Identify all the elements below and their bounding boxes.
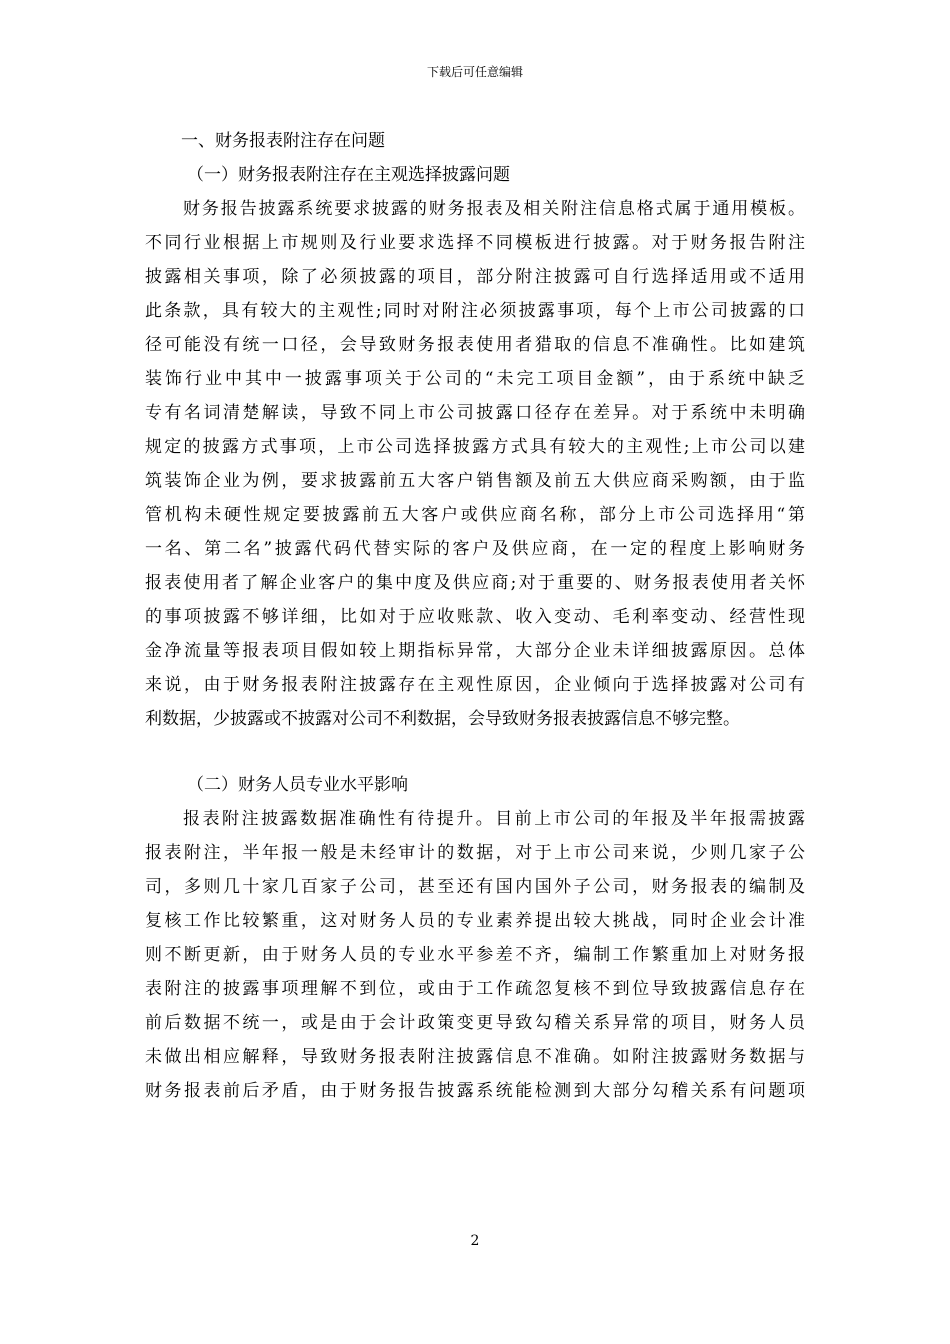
paragraph-line: 前后数据不统一，或是由于会计政策变更导致勾稽关系异常的项目，财务人员 [145, 1013, 805, 1033]
paragraph-line: 来说，由于财务报表附注披露存在主观性原因，企业倾向于选择披露对公司有 [145, 675, 805, 695]
paragraph-line: 未做出相应解释，导致财务报表附注披露信息不准确。如附注披露财务数据与 [145, 1047, 805, 1067]
paragraph-line: 装饰行业中其中一披露事项关于公司的“未完工项目金额”，由于系统中缺乏 [145, 369, 805, 389]
paragraph-line: 报表使用者了解企业客户的集中度及供应商;对于重要的、财务报表使用者关怀 [145, 573, 805, 593]
paragraph-line: 专有名词清楚解读，导致不同上市公司披露口径存在差异。对于系统中未明确 [145, 403, 805, 423]
paragraph-line: 规定的披露方式事项，上市公司选择披露方式具有较大的主观性;上市公司以建 [145, 437, 805, 457]
subsection-1-paragraph [145, 192, 805, 736]
paragraph-line: 司，多则几十家几百家子公司，甚至还有国内国外子公司，财务报表的编制及 [145, 877, 805, 897]
paragraph-line: 一名、第二名”披露代码代替实际的客户及供应商，在一定的程度上影响财务 [145, 539, 805, 559]
paragraph-line: 复核工作比较繁重，这对财务人员的专业素养提出较大挑战，同时企业会计准 [145, 911, 805, 931]
paragraph-line: 表附注的披露事项理解不到位，或由于工作疏忽复核不到位导致披露信息存在 [145, 979, 805, 999]
paragraph-line: 财务报告披露系统要求披露的财务报表及相关附注信息格式属于通用模板。 [183, 199, 805, 219]
paragraph-line: 报表附注，半年报一般是未经审计的数据，对于上市公司来说，少则几家子公 [145, 843, 805, 863]
section-heading: 一、财务报表附注存在问题 [181, 131, 385, 151]
paragraph-line: 的事项披露不够详细，比如对于应收账款、收入变动、毛利率变动、经营性现 [145, 607, 805, 627]
page-header: 下载后可任意编辑 [426, 65, 523, 79]
subsection-2-paragraph [145, 802, 805, 1108]
paragraph-line: 管机构未硬性规定要披露前五大客户或供应商名称，部分上市公司选择用“第 [145, 505, 805, 525]
paragraph-line: 此条款，具有较大的主观性;同时对附注必须披露事项，每个上市公司披露的口 [145, 301, 805, 321]
paragraph-line: 筑装饰企业为例，要求披露前五大客户销售额及前五大供应商采购额，由于监 [145, 471, 805, 491]
subsection-1-title: （一）财务报表附注存在主观选择披露问题 [187, 165, 510, 185]
paragraph-spacer [145, 736, 805, 768]
paragraph-line: 金净流量等报表项目假如较上期指标异常，大部分企业未详细披露原因。总体 [145, 641, 805, 661]
subsection-2-title: （二）财务人员专业水平影响 [187, 775, 408, 795]
document-body [145, 124, 805, 1108]
paragraph-line: 财务报表前后矛盾，由于财务报告披露系统能检测到大部分勾稽关系有问题项 [145, 1081, 805, 1101]
paragraph-line: 披露相关事项，除了必须披露的项目，部分附注披露可自行选择适用或不适用 [145, 267, 805, 287]
paragraph-line: 径可能没有统一口径，会导致财务报表使用者猎取的信息不准确性。比如建筑 [145, 335, 805, 355]
paragraph-line: 则不断更新，由于财务人员的专业水平参差不齐，编制工作繁重加上对财务报 [145, 945, 805, 965]
paragraph-line: 报表附注披露数据准确性有待提升。目前上市公司的年报及半年报需披露 [183, 809, 805, 829]
paragraph-line: 利数据，少披露或不披露对公司不利数据，会导致财务报表披露信息不够完整。 [145, 709, 740, 729]
page-number: 2 [470, 1233, 480, 1249]
paragraph-line: 不同行业根据上市规则及行业要求选择不同模板进行披露。对于财务报告附注 [145, 233, 805, 253]
